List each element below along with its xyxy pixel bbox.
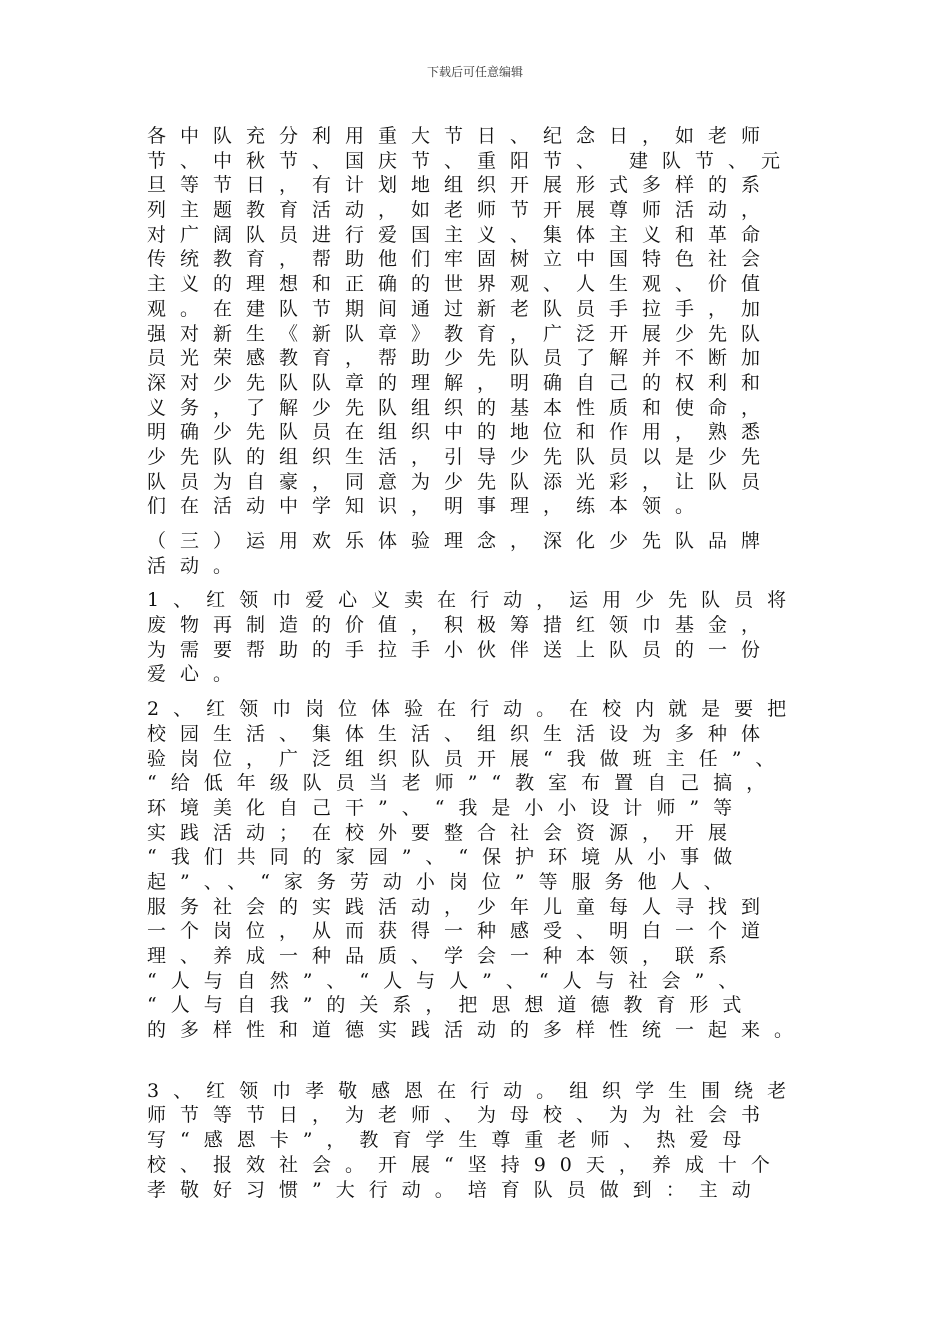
text-line: 主义的理想和正确的世界观、人生观、价值 <box>147 273 775 296</box>
text-line: 少先队的组织生活，引导少先队员以是少先 <box>147 445 775 468</box>
paragraph <box>147 697 808 1043</box>
document-body <box>147 124 808 1212</box>
text-line: 理、养成一种品质、学会一种本领，联系 <box>147 945 742 967</box>
text-line: 们在活动中学知识，明事理，练本领。 <box>147 495 709 518</box>
text-line: 2、红领巾岗位体验在行动。在校内就是要把 <box>147 698 801 721</box>
text-line: 节、中秋节、国庆节、重阳节、 建队节、元 <box>147 149 795 172</box>
text-line: （三）运用欢乐体验理念，深化少先队品牌 <box>147 530 775 552</box>
text-line: 队员为自豪，同意为少先队添光彩，让队员 <box>147 470 775 493</box>
text-line: “我们共同的家园”、“保护环境从小事做 <box>147 846 747 869</box>
text-line: 爱心。 <box>147 663 247 686</box>
text-line: 观。在建队节期间通过新老队员手拉手，加 <box>147 297 775 320</box>
text-line: 3、红领巾孝敬感恩在行动。组织学生围绕老 <box>147 1079 801 1102</box>
text-line: 义务，了解少先队组织的基本性质和使命， <box>147 396 775 419</box>
text-line: 列主题教育活动，如老师节开展尊师活动， <box>147 199 775 222</box>
text-line: 废物再制造的价值，积极筹措红领巾基金， <box>147 614 775 637</box>
paragraph <box>147 588 802 687</box>
text-line: 孝敬好习惯”大行动。培育队员做到：主动 <box>147 1178 765 1201</box>
text-line: 对广阔队员进行爱国主义、集体主义和革命 <box>147 223 775 246</box>
text-line: 的多样性和道德实践活动的多样性统一起来。 <box>147 1019 808 1042</box>
text-line: 为需要帮助的手拉手小伙伴送上队员的一份 <box>147 638 775 661</box>
text-line: 强对新生《新队章》教育，广泛开展少先队 <box>147 322 775 345</box>
text-line: 1、红领巾爱心义卖在行动，运用少先队员将 <box>147 589 801 612</box>
text-line: 旦等节日，有计划地组织开展形式多样的系 <box>147 174 775 197</box>
text-line: 实践活动；在校外要整合社会资源，开展 <box>147 821 742 844</box>
text-line: 起”、、“家务劳动小岗位”等服务他人、 <box>147 870 737 893</box>
text-line: 一个岗位，从而获得一种感受、明白一个道 <box>147 920 775 943</box>
page-header: 下载后可任意编辑 <box>426 65 523 79</box>
text-line: 明确少先队员在组织中的地位和作用，熟悉 <box>147 421 775 444</box>
text-line: 服务社会的实践活动，少年儿童每人寻找到 <box>147 895 775 918</box>
text-line: 验岗位，广泛组织队员开展“我做班主任”、 <box>147 747 789 770</box>
paragraph <box>147 529 802 578</box>
paragraph <box>147 124 802 519</box>
text-line: 校、报效社会。开展“坚持90天，养成十个 <box>147 1153 784 1176</box>
text-line: 环境美化自己干”、“我是小小设计师”等 <box>147 796 747 819</box>
text-line: 各中队充分利用重大节日、纪念日，如老师 <box>147 125 775 147</box>
text-line: 校园生活、集体生活、组织生活设为多种体 <box>147 722 775 745</box>
text-line: 师节等节日，为老师、为母校、为为社会书 <box>147 1104 775 1127</box>
text-line: “人与自然”、“人与人”、“人与社会”、 <box>147 969 752 992</box>
text-line: “人与自我”的关系，把思想道德教育形式 <box>147 994 756 1017</box>
paragraph <box>147 1079 802 1202</box>
text-line: 传统教育，帮助他们牢固树立中国特色社会 <box>147 248 775 271</box>
text-line: “给低年级队员当老师”“教室布置自己搞， <box>147 772 780 795</box>
text-line: 活动。 <box>147 554 247 577</box>
text-line: 员光荣感教育，帮助少先队员了解并不断加 <box>147 347 775 370</box>
text-line: 写“感恩卡”，教育学生尊重老师、热爱母 <box>147 1129 756 1152</box>
text-line: 深对少先队队章的理解，明确自己的权利和 <box>147 371 775 394</box>
